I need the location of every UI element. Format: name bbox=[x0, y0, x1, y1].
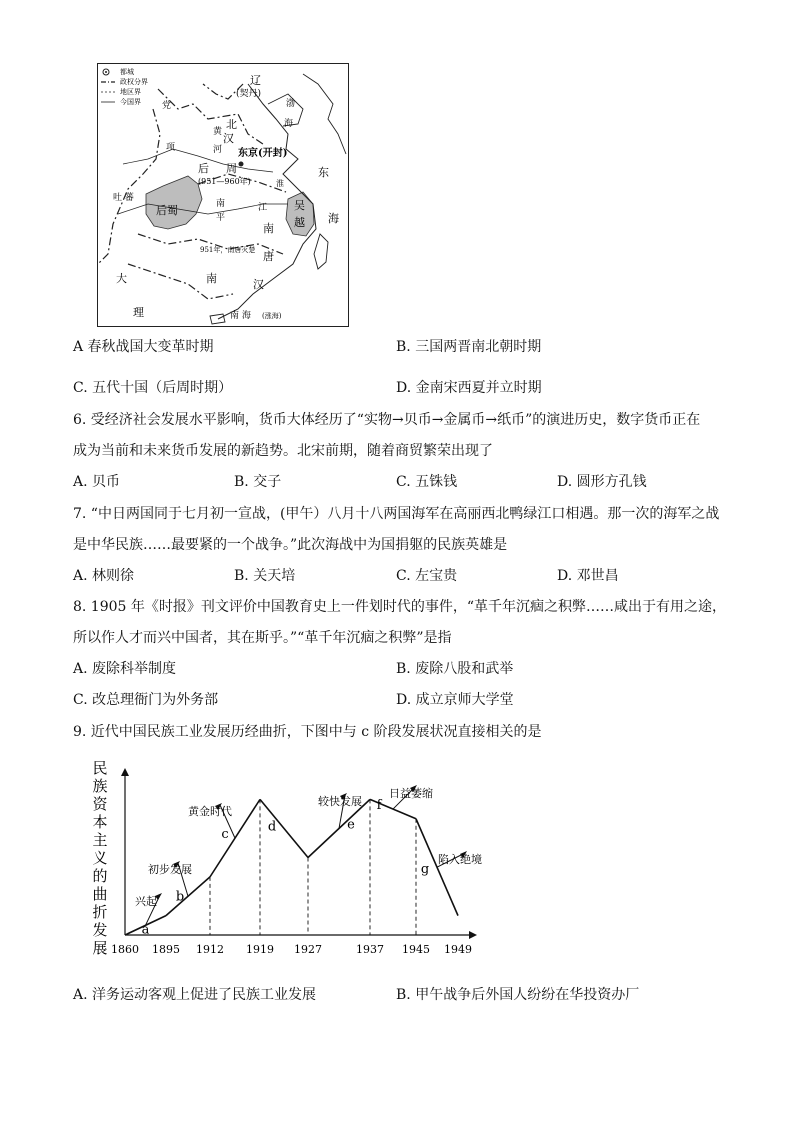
ne-coast bbox=[303, 74, 346, 154]
legend-regime-border: 政权分界 bbox=[120, 78, 148, 86]
map-label-han2: 汉 bbox=[253, 278, 264, 291]
capital-dot bbox=[239, 162, 244, 167]
q9-option-b[interactable]: B. 甲午战争后外国人纷纷在华投资办厂 bbox=[396, 987, 640, 1003]
regime-border-west bbox=[98, 109, 160, 264]
map-label-dangxiang-2: 项 bbox=[166, 143, 176, 153]
map-label-hai: 海 bbox=[284, 119, 294, 129]
map-label-li: 理 bbox=[133, 306, 144, 319]
q8-stem-line1: 8. 1905 年《时报》刊文评价中国教育史上一件划时代的事件，“革千年沉痼之积弊……咸出于有用之途， bbox=[73, 599, 727, 615]
q8-stem-line2: 所以作人才而兴中国者，其在斯乎。”“革千年沉痼之积弊”是指 bbox=[73, 630, 452, 646]
map-label-jiang: 江 bbox=[258, 203, 268, 213]
segment-label-g: g bbox=[420, 862, 430, 878]
map-label-tang: 唐 bbox=[263, 250, 274, 263]
q6-stem-line2: 成为当前和未来货币发展的新趋势。北宋前期，随着商贸繁荣出现了 bbox=[73, 443, 493, 459]
q6-option-a[interactable]: A. 贝币 bbox=[73, 474, 121, 490]
q6-option-d[interactable]: D. 圆形方孔钱 bbox=[557, 474, 647, 490]
x-tick-label: 1927 bbox=[294, 943, 322, 956]
hainan bbox=[210, 314, 225, 324]
ylabel-char: 资 bbox=[92, 795, 108, 813]
map-label-note: 951年，南唐灭楚 bbox=[200, 246, 256, 254]
chart-xticks bbox=[111, 943, 472, 956]
map-label-qidan: (契丹) bbox=[236, 89, 262, 99]
chart-ylabel bbox=[92, 759, 108, 957]
ylabel-char: 民 bbox=[92, 759, 108, 777]
ylabel-char: 展 bbox=[92, 939, 108, 957]
map-label-bei: 北 bbox=[226, 118, 237, 131]
map-label-hou: 后 bbox=[198, 162, 209, 175]
segment-label-d: d bbox=[267, 819, 277, 835]
q8-option-c[interactable]: C. 改总理衙门为外务部 bbox=[73, 692, 219, 708]
q5-option-b[interactable]: B. 三国两晋南北朝时期 bbox=[396, 339, 542, 355]
map-label-wu: 吴 bbox=[294, 199, 305, 212]
q9-stem: 9. 近代中国民族工业发展历经曲折，下图中与 c 阶段发展状况直接相关的是 bbox=[73, 724, 542, 740]
map-label-dong-hai: 海 bbox=[328, 212, 339, 225]
legend-capital: 都城 bbox=[120, 68, 134, 76]
map-label-years: (951—960年) bbox=[198, 177, 251, 186]
x-tick-label: 1937 bbox=[356, 943, 384, 956]
map-legend bbox=[101, 67, 148, 106]
ylabel-char: 族 bbox=[92, 777, 108, 795]
map-label-da: 大 bbox=[116, 272, 127, 285]
q7-option-c[interactable]: C. 左宝贵 bbox=[396, 568, 458, 584]
map-label-he: 河 bbox=[213, 145, 223, 155]
segment-label-a: a bbox=[141, 922, 150, 938]
chart-dropline-group bbox=[210, 799, 416, 935]
annotation-label: 陷入绝境 bbox=[438, 853, 482, 866]
q7-option-d[interactable]: D. 邓世昌 bbox=[557, 568, 619, 584]
annotation-label: 日益萎缩 bbox=[389, 787, 433, 800]
segment-label-b: b bbox=[175, 889, 185, 905]
legend-national-border: 今国界 bbox=[120, 98, 141, 106]
q9-chart bbox=[90, 755, 510, 970]
q7-option-b[interactable]: B. 关天培 bbox=[234, 568, 296, 584]
q6-option-b[interactable]: B. 交子 bbox=[234, 474, 282, 490]
x-tick-label: 1919 bbox=[246, 943, 274, 956]
q8-option-b[interactable]: B. 废除八股和武举 bbox=[396, 661, 514, 677]
taiwan bbox=[314, 234, 328, 269]
map-label-zhou: 周 bbox=[226, 162, 237, 175]
map-label-huai: 淮 bbox=[276, 179, 284, 188]
map-label-ping: 平 bbox=[216, 213, 226, 223]
q9-chart-svg bbox=[90, 755, 510, 970]
x-tick-label: 1949 bbox=[444, 943, 472, 956]
segment-label-e: e bbox=[347, 817, 355, 833]
ylabel-char: 折 bbox=[92, 903, 108, 921]
q7-stem-line1: 7. “中日两国同于七月初一宣战，(甲午）八月十八两国海军在高丽西北鸭绿江口相遇。那一次的海军之战 bbox=[73, 506, 720, 522]
q6-option-c[interactable]: C. 五铢钱 bbox=[396, 474, 458, 490]
x-axis-arrow bbox=[469, 931, 477, 939]
map-label-nan: 南 bbox=[263, 222, 274, 235]
map-label-liao: 辽 bbox=[250, 74, 261, 87]
map-label-yue: 越 bbox=[294, 216, 305, 229]
map-label-huang: 黄 bbox=[213, 127, 223, 137]
five-dynasties-map bbox=[97, 63, 349, 327]
annotation-label: 较快发展 bbox=[318, 795, 362, 808]
ylabel-char: 本 bbox=[92, 813, 108, 831]
map-label-dangxiang-1: 党 bbox=[162, 101, 172, 111]
q5-option-d[interactable]: D. 金南宋西夏并立时期 bbox=[396, 380, 542, 396]
regime-border-sw bbox=[128, 264, 233, 299]
map-label-dongjing: 东京(开封) bbox=[238, 148, 288, 159]
segment-label-c: c bbox=[221, 827, 229, 843]
chart-annotations bbox=[135, 785, 482, 925]
q8-option-a[interactable]: A. 废除科举制度 bbox=[73, 661, 177, 677]
annotation-label: 黄金时代 bbox=[188, 805, 232, 818]
map-label-bohai: 渤 bbox=[286, 99, 296, 109]
map-label-han: 汉 bbox=[223, 132, 234, 145]
x-tick-label: 1860 bbox=[111, 943, 139, 956]
x-tick-label: 1895 bbox=[152, 943, 180, 956]
ylabel-char: 义 bbox=[92, 849, 108, 867]
map-label-houshu: 后蜀 bbox=[156, 204, 178, 217]
map-label-tubo: 吐 蕃 bbox=[113, 193, 134, 203]
map-label-dong: 东 bbox=[318, 166, 329, 179]
ylabel-char: 主 bbox=[92, 831, 108, 849]
q5-option-a[interactable]: A 春秋战国大变革时期 bbox=[73, 339, 214, 355]
x-tick-label: 1945 bbox=[402, 943, 430, 956]
map-graphic bbox=[98, 64, 348, 326]
annotation-label: 兴起 bbox=[135, 895, 157, 908]
ylabel-char: 的 bbox=[92, 867, 108, 885]
y-axis-arrow bbox=[121, 768, 129, 776]
annotation-label: 初步发展 bbox=[148, 863, 192, 876]
q7-option-a[interactable]: A. 林则徐 bbox=[73, 568, 135, 584]
ylabel-char: 发 bbox=[92, 921, 108, 939]
q7-stem-line2: 是中华民族……最要紧的一个战争。”此次海战中为国捐躯的民族英雄是 bbox=[73, 537, 508, 553]
q8-option-d[interactable]: D. 成立京师大学堂 bbox=[396, 692, 514, 708]
map-label-nan2: 南 bbox=[206, 272, 217, 285]
q6-stem-line1: 6. 受经济社会发展水平影响，货币大体经历了“实物→贝币→金属币→纸币”的演进历史，数字货币正在 bbox=[73, 412, 701, 428]
x-tick-label: 1912 bbox=[196, 943, 224, 956]
map-label-nan-small: 南 bbox=[216, 199, 226, 209]
legend-region-border: 地区界 bbox=[120, 88, 141, 96]
segment-label-f: f bbox=[376, 798, 382, 814]
ylabel-char: 曲 bbox=[92, 885, 108, 903]
q5-option-c[interactable]: C. 五代十国（后周时期） bbox=[73, 380, 233, 396]
map-label-nanhai: 南 海 bbox=[230, 311, 251, 321]
q9-option-a[interactable]: A. 洋务运动客观上促进了民族工业发展 bbox=[73, 987, 317, 1003]
map-label-zhanghai: (涨海) bbox=[262, 312, 282, 320]
houshu-region bbox=[146, 176, 202, 229]
